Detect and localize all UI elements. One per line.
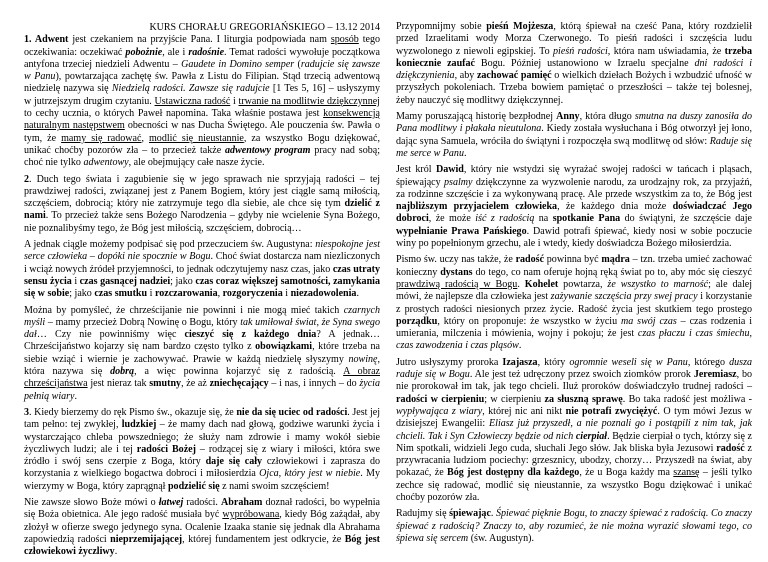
paragraph-isaiah: Jutro usłyszymy proroka Izajasza, który ogromnie weseli się w Panu, którego dusza raduje się w Bogu. Ale jest też udręczony przez swoich ziomków prorok Jeremiasz, bo nie prorokował im tak, jak tego chcieli. Iluż proroków doświadczyło trudnej radości – radości w cierpieniu; w cierpieniu za słuszną sprawę. Bo taka radość jest możliwa - wypływająca z wiary, której nic ani nikt nie potrafi zwyciężyć. O tym mówi Jezus w dzisiejszej Ewangelii: Eliasz już przyszedł, a nie poznali go i postąpili z nim tak, jak chcieli. Tak i Syn Człowieczy będzie od nich cierpiał. Będzie cierpiał o tych, którzy się z Nim spotkali, widzieli Jego cuda, słuchali Jego słów. Jak bliska była Jezusowi radość z przywracania ludziom pociechy: grzesznicy, ubodzy, chorzy… Przyszedł na świat, aby pokazać, że Bóg jest dostępny dla każdego, że u Boga każdy ma szansę – jeśli tylko zechce się radować, modlić się nieustannie, za wszystko Bogu dziękować i unikać choćby pozorów zła. [396, 356, 752, 503]
paragraph-singing: Radujmy się śpiewając. Śpiewać pięknie Bogu, to znaczy śpiewać z radością. Co znaczy śpiewać z radością? Znaczy to, aby rozumieć, że nie można wyrazić słowami tego, co śpiewa się sercem (św. Augustyn). [396, 508, 752, 544]
paragraph-anna: Mamy poruszającą historię bezpłodnej Anny, która długo smutna na duszy zanosiła do Pana modlitwy i płakała nieutulona. Kiedy została wysłuchana i Bóg otworzył jej łono, dając syna Samuela, wróciła do świątyni i rozpoczęła swą modlitwę od słów: Raduje się me serce w Panu. [396, 111, 753, 159]
paragraph-spirit-of-world: 2. Duch tego świata i zagubienie się w jego sprawach nie sprzyjają radości – tej prawdziwej radości, związanej jest z Panem Bogiem, który jest ciągle samą miłością, szczęściem, dobrocią; który nie zatrzymuje tego dla siebie, ale chce się tym dzielić z nami. To przecież także sens Bożego Narodzenia – gdyby nie wcielenie Syna Bożego, nie poznalibyśmy tego, że Bóg jest miłością, szczęściem, dobrocią… [24, 173, 380, 234]
paragraph-christians: Można by pomyśleć, że chrześcijanie nie powinni i nie mogą mieć takich czarnych myśli – mamy przecież Dobrą Nowinę o Bogu, który tak umiłował świat, że Syna swego dał… Czy nie powinniśmy więc cieszyć się z każdego dnia? A jednak… Chrześcijaństwo kojarzy się nam bardzo często tylko z obowiązkami, które trzeba na siebie wziąć i wiernie je zachowywać. Prawie w każdą niedzielę słyszymy nowinę, która nazywa się dobrą, a więc powinna kojarzyć się z radością. A obraz chrześcijaństwa jest nieraz tak smutny, że aż zniechęcający – i nas, i innych – do życia pełnią wiary. [24, 304, 380, 402]
right-column [396, 21, 752, 549]
paragraph-scripture-joy: 3. Kiedy bierzemy do ręk Pismo św., okazuje się, że nie da się uciec od radości. Jest jej tam pełno: tej zwykłej, ludzkiej – że mamy dach nad głową, godziwe warunki życia i wystarczająco chleba powszedniego; że służy nam zdrowie i mamy wokół siebie życzliwych ludzi; ale i tej radości Bożej – rodzącej się z wiary i miłości, która swe źródło i swój sens czerpie z Boga, który daje się cały człowiekowi i zaprasza do korzystania z wielkiego bogactwa dobroci i miłosierdzia Ojca, który jest w niebie. My wierzymy w Boga, który zaprągnął podzielić się z nami swoim szczęściem! [24, 406, 381, 492]
paragraph-augustine: A jednak ciągle możemy podpisać się pod przeczuciem św. Augustyna: niespokojne jest serce człowieka – dopóki nie spocznie w Bogu. Choć świat dostarcza nam niezliczonych i wciąż nowych źródeł przyjemności, to jednak odczytujemy nasz czas, jako czas utraty sensu życia i czas gasnącej nadziei; jako czas coraz większej samotności, zamykania się w sobie; jako czas smutku i rozczarowania, rozgoryczenia i niezadowolenia. [24, 239, 381, 300]
paragraph-moses: Przypomnijmy sobie pieśń Mojżesza, którą śpiewał na cześć Pana, który rozdzielił przed Izraelitami wody Morza Czerwonego. To pieśń radości i szczęścia ludu wyzwolonego z niewoli egipskiej. To pieśń radości, która nam uświadamia, że trzeba koniecznie zaufać Bogu. Później ustanowiono w Izraelu specjalne dni radości i dziękczynienia, aby zachować pamięć o wielkich dziełach Bożych i wzbudzić ufność w przyszłych pokoleniach. Trzeba bowiem pamiętać o przeszłości – także tej bolesnej, żeby nauczyć się modlitwy dziękczynnej. [396, 21, 753, 106]
paragraph-abraham: Nie zawsze słowo Boże mówi o łatwej radości. Abraham doznał radości, bo wypełnia się Boża obietnica. Ale jego radość musiała być wypróbowana, kiedy Bóg zażądał, aby złożył w ofierze swego jedynego syna. Ocalenie Izaaka stanie się jednak dla Abrahama zapowiedzią radości nieprzemijającej, której fundamentem jest odkrycie, że Bóg jest człowiekowi życzliwy. [24, 496, 380, 558]
paragraph-kohelet: Pismo św. uczy nas także, że radość powinna być mądra – tzn. trzeba umieć zachować konieczny dystans do tego, co nam oferuje hojną ręką świat po to, aby móc się cieszyć prawdziwą radością w Bogu. Kohelet powtarza, że wszystko to marność; ale dalej mówi, że najlepsze dla człowieka jest zażywanie szczęścia przy swej pracy i korzystanie z prostych radości niesionych przez życie. Radość życia jest skutkiem tego prostego porządku, który on proponuje: że wszystko w życiu ma swój czas – czas rodzenia i umierania, milczenia i mówienia, wojny i pokoju; że jest czas płaczu i czas śmiechu, czas zawodzenia i czas pląsów. [396, 254, 753, 352]
paragraph-david: Jest król Dawid, który nie wstydzi się wyrażać swojej radości w tańcach i pląsach, śpiewający psalmy dziękczynne za wyzwolenie narodu, za urodzajny rok, za przyjaźń, za rodzinne szczęście i za wykonywaną pracę. Ale przede wszystkim za to, że Bóg jest najbliższym przyjacielem człowieka, że każdego dnia może doświadczać Jego dobroci, że może iść z radością na spotkanie Pana do świątyni, że szczęście daje wypełnianie Prawa Pańskiego. Dawid potrafi śpiewać, kiedy nosi w sobie poczucie winy po popełnionym grzechu, ale i wtedy, kiedy doświadcza Bożego miłosierdzia. [396, 164, 753, 250]
paragraph-advent: 1. Adwent jest czekaniem na przyjście Pana. I liturgia podpowiada nam sposób tego oczekiwania: oczekiwać pobożnie, ale i radośnie. Temat radości wywołuje początkowa antyfona trzeciej niedzieli Adwentu – Gaudete in Domino semper (radujcie się zawsze w Panu), powtarzająca zachętę św. Pawła z Listu do Filipian. Stąd trzecią adwentową niedzielę nazywa się Niedzielą radości. Zawsze się radujcie [1 Tes 5, 16] – usłyszymy w jutrzejszym drugim czytaniu. Ustawiczna radość i trwanie na modlitwie dziękczynnej to cechy ucznia, o których Paweł napomina. Taka właśnie postawa jest konsekwencją naturalnym następstwem obecności w nas Ducha Świętego. Ale pouczenia św. Pawła o tym, że mamy się radować, modlić się nieustannie, za wszystko Bogu dziękować, unikać choćby pozorów zła – to przecież także adwentowy program pracy nad sobą; choć nie tylko adwentowy, ale obejmujący całe nasze życie. [24, 34, 381, 169]
document-header: KURS CHORAŁU GREGORIAŃSKIEGO – 13.12 2014 [149, 22, 380, 33]
left-column [24, 22, 380, 562]
